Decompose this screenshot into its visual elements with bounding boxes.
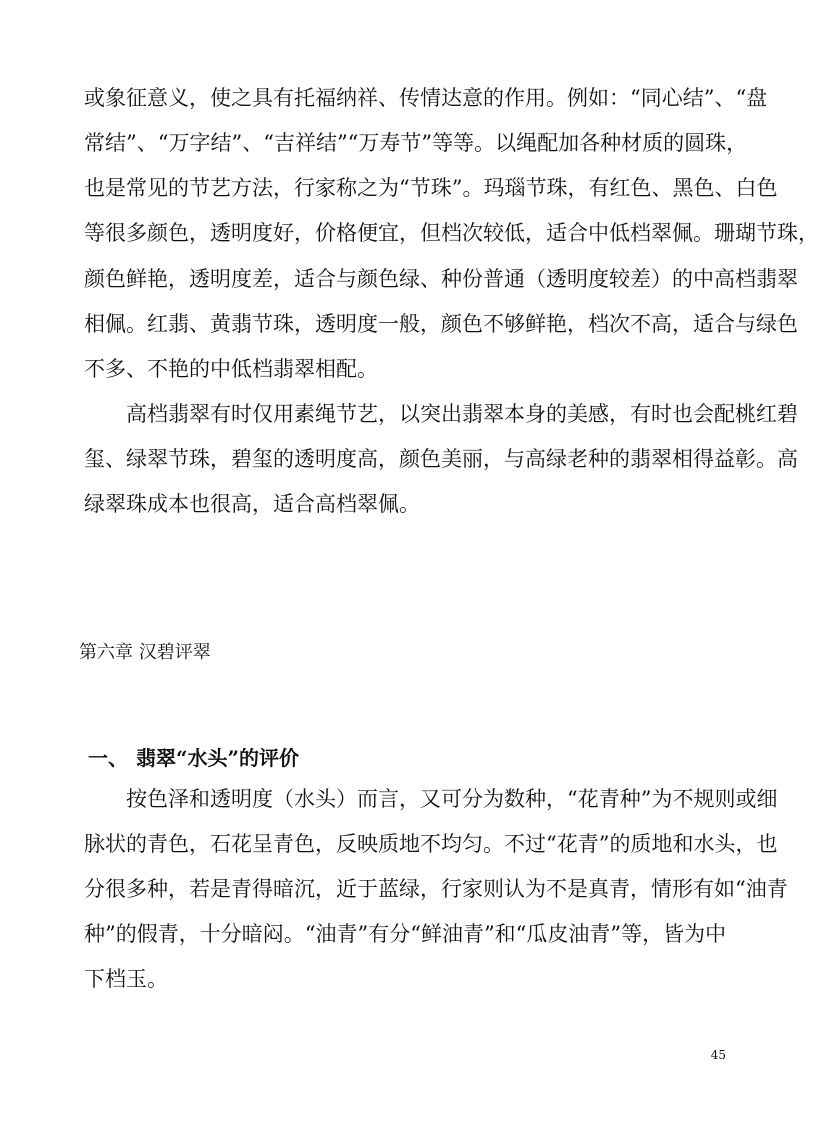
text-line: 也是常见的节艺方法，行家称之为“节珠”。玛瑙节珠，有红色、黑色、白色 [84, 176, 778, 200]
section-title: 翡翠“水头”的评价 [136, 746, 300, 770]
text-line: 种”的假青，十分暗闷。“油青”有分“鲜油青”和“瓜皮油青”等，皆为中 [84, 922, 727, 946]
section-heading [88, 744, 299, 772]
page-number: 45 [710, 1048, 726, 1062]
text-line: 等很多颜色，透明度好，价格便宜，但档次较低，适合中低档翠佩。珊瑚节珠， [84, 221, 819, 245]
text-line: 按色泽和透明度（水头）而言，又可分为数种，“花青种”为不规则或细 [126, 787, 778, 811]
text-line: 高档翡翠有时仅用素绳节艺，以突出翡翠本身的美感，有时也会配桃红碧 [126, 402, 798, 426]
text-line: 脉状的青色，石花呈青色，反映质地不均匀。不过“花青”的质地和水头，也 [84, 832, 778, 856]
text-line: 下档玉。 [84, 967, 168, 991]
chapter-heading: 第六章 汉碧评翠 [79, 642, 211, 663]
section-number: 一、 [88, 746, 128, 770]
text-line: 不多、不艳的中低档翡翠相配。 [84, 357, 378, 381]
text-line: 分很多种，若是青得暗沉，近于蓝绿，行家则认为不是真青，情形有如“油青 [84, 877, 788, 901]
text-line: 常结”、“万字结”、“吉祥结”“万寿节”等等。以绳配加各种材质的圆珠， [84, 131, 748, 155]
text-line: 绿翠珠成本也很高，适合高档翠佩。 [84, 492, 420, 516]
text-line: 颜色鲜艳，透明度差，适合与颜色绿、种份普通（透明度较差）的中高档翡翠 [84, 267, 798, 291]
text-line: 相佩。红翡、黄翡节珠，透明度一般，颜色不够鲜艳，档次不高，适合与绿色 [84, 312, 798, 336]
text-line: 玺、绿翠节珠，碧玺的透明度高，颜色美丽，与高绿老种的翡翠相得益彰。高 [84, 447, 798, 471]
text-line: 或象征意义，使之具有托福纳祥、传情达意的作用。例如：“同心结”、“盘 [84, 86, 768, 110]
